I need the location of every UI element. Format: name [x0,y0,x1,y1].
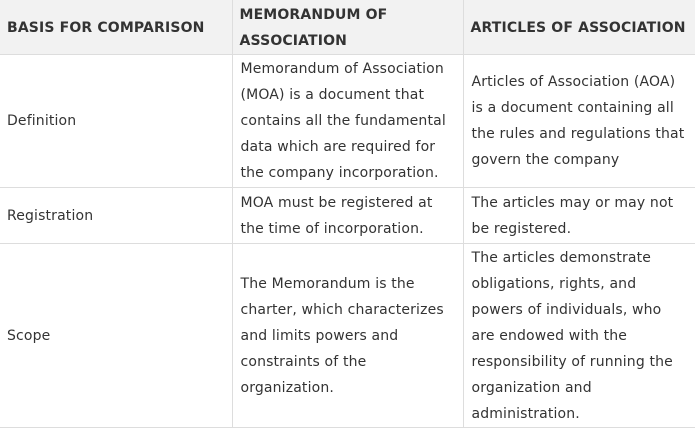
moa-cell-scope: The Memorandum is the charter, which characterizes and limits powers and constraints of the organization. [232,244,463,428]
basis-cell-definition: Definition [0,55,232,188]
aoa-cell-registration: The articles may or may not be registered. [463,188,695,244]
table-header-row [0,0,695,55]
aoa-cell-definition: Articles of Association (AOA) is a document containing all the rules and regulations that govern the company [463,55,695,188]
header-articles-of-association: ARTICLES OF ASSOCIATION [463,0,695,55]
basis-cell-registration: Registration [0,188,232,244]
basis-cell-scope: Scope [0,244,232,428]
header-basis-for-comparison: BASIS FOR COMPARISON [0,0,232,55]
aoa-cell-scope: The articles demonstrate obligations, rights, and powers of individuals, who are endowed with the responsibility of running the organization and administration. [463,244,695,428]
table-row [0,188,695,244]
moa-cell-registration: MOA must be registered at the time of incorporation. [232,188,463,244]
header-memorandum-of-association: MEMORANDUM OF ASSOCIATION [232,0,463,55]
table-row [0,55,695,188]
table-row [0,244,695,428]
moa-cell-definition: Memorandum of Association (MOA) is a document that contains all the fundamental data which are required for the company incorporation. [232,55,463,188]
